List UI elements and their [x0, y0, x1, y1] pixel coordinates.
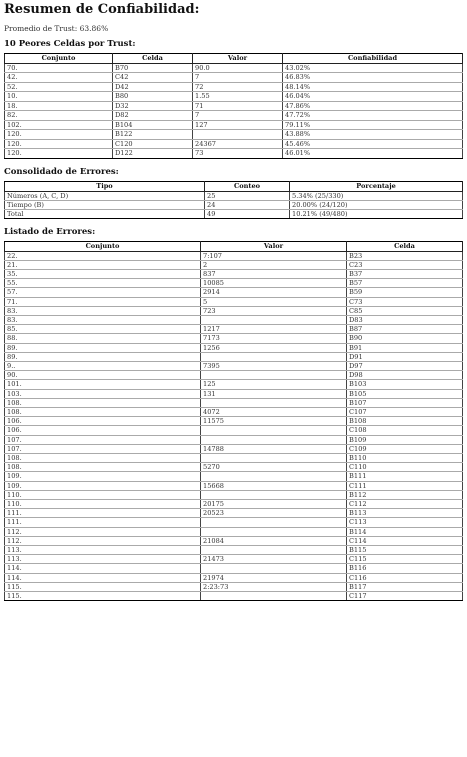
errors-listing-cell: 21. — [5, 260, 201, 269]
errors-listing-cell: B114 — [347, 527, 463, 536]
errors-listing-cell: B111 — [347, 472, 463, 481]
errors-listing-cell — [201, 315, 347, 324]
errors-listing-cell — [201, 435, 347, 444]
errors-listing-cell: 125 — [201, 380, 347, 389]
errors-listing-cell: 90. — [5, 371, 201, 380]
errors-listing-cell: B109 — [347, 435, 463, 444]
errors-listing-row — [5, 407, 463, 416]
errors-summary-heading: Consolidado de Errores: — [4, 166, 119, 177]
worst-cells-cell: 120. — [5, 130, 113, 140]
errors-listing-cell: 106. — [5, 426, 201, 435]
errors-listing-cell — [201, 527, 347, 536]
worst-cells-cell: D122 — [113, 149, 193, 159]
errors-listing-cell: 10085 — [201, 279, 347, 288]
errors-listing-row — [5, 343, 463, 352]
errors-listing-cell: B87 — [347, 325, 463, 334]
errors-summary-cell: 5.34% (25/330) — [290, 191, 463, 200]
worst-cells-column-header: Confiabilidad — [283, 54, 463, 64]
worst-cells-cell: B104 — [113, 120, 193, 130]
errors-summary-column-header: Conteo — [205, 181, 290, 191]
errors-listing-cell — [201, 490, 347, 499]
worst-cells-cell — [193, 130, 283, 140]
errors-listing-row — [5, 536, 463, 545]
errors-listing-row — [5, 334, 463, 343]
errors-listing-cell: 112. — [5, 527, 201, 536]
errors-summary-row — [5, 209, 463, 218]
worst-cells-row — [5, 111, 463, 121]
errors-listing-row — [5, 481, 463, 490]
errors-summary-cell: Total — [5, 209, 205, 218]
worst-cells-cell: 47.72% — [283, 111, 463, 121]
errors-summary-row — [5, 200, 463, 209]
errors-listing-cell: 89. — [5, 343, 201, 352]
errors-listing-cell: D98 — [347, 371, 463, 380]
errors-summary-cell: 25 — [205, 191, 290, 200]
errors-listing-cell: C113 — [347, 518, 463, 527]
errors-listing-cell — [201, 472, 347, 481]
errors-listing-cell: 110. — [5, 499, 201, 508]
worst-cells-cell: 72 — [193, 82, 283, 92]
errors-listing-cell: C109 — [347, 444, 463, 453]
worst-cells-row — [5, 73, 463, 83]
errors-listing-cell — [201, 352, 347, 361]
worst-cells-cell: D82 — [113, 111, 193, 121]
worst-cells-cell: 47.86% — [283, 101, 463, 111]
errors-listing-cell: B90 — [347, 334, 463, 343]
errors-listing-cell: 113. — [5, 546, 201, 555]
errors-listing-cell: 108. — [5, 407, 201, 416]
worst-cells-cell: 46.83% — [283, 73, 463, 83]
errors-listing-row — [5, 315, 463, 324]
errors-listing-cell: 14788 — [201, 444, 347, 453]
errors-listing-cell: 723 — [201, 306, 347, 315]
worst-cells-row — [5, 149, 463, 159]
errors-listing-cell: 111. — [5, 518, 201, 527]
worst-cells-cell: B122 — [113, 130, 193, 140]
errors-listing-cell: B110 — [347, 453, 463, 462]
errors-listing-cell: 109. — [5, 472, 201, 481]
errors-listing-row — [5, 371, 463, 380]
errors-listing-cell: B116 — [347, 564, 463, 573]
errors-listing-row — [5, 490, 463, 499]
errors-listing-cell: C85 — [347, 306, 463, 315]
worst-cells-cell: B70 — [113, 63, 193, 73]
errors-listing-cell: C115 — [347, 555, 463, 564]
errors-listing-row — [5, 288, 463, 297]
worst-cells-cell: 42. — [5, 73, 113, 83]
errors-listing-row — [5, 251, 463, 260]
errors-listing-row — [5, 573, 463, 582]
errors-summary-table — [4, 181, 463, 219]
errors-listing-cell — [201, 371, 347, 380]
worst-cells-column-header: Celda — [113, 54, 193, 64]
page-title: Resumen de Confiabilidad: — [4, 2, 200, 17]
errors-listing-cell: C110 — [347, 463, 463, 472]
errors-listing-cell: 7:107 — [201, 251, 347, 260]
worst-cells-row — [5, 120, 463, 130]
errors-listing-cell: 71. — [5, 297, 201, 306]
errors-listing-cell — [201, 453, 347, 462]
errors-summary-cell: 49 — [205, 209, 290, 218]
worst-cells-table — [4, 53, 463, 159]
errors-listing-cell: 109. — [5, 481, 201, 490]
errors-listing-cell: 101. — [5, 380, 201, 389]
worst-cells-row — [5, 139, 463, 149]
errors-listing-row — [5, 499, 463, 508]
worst-cells-cell: 24367 — [193, 139, 283, 149]
errors-listing-cell: B113 — [347, 509, 463, 518]
errors-listing-row — [5, 260, 463, 269]
errors-listing-row — [5, 380, 463, 389]
worst-cells-cell: 7 — [193, 73, 283, 83]
errors-listing-cell: 89. — [5, 352, 201, 361]
errors-listing-cell: C117 — [347, 592, 463, 601]
errors-listing-row — [5, 297, 463, 306]
errors-summary-cell: 10.21% (49/480) — [290, 209, 463, 218]
errors-listing-row — [5, 279, 463, 288]
errors-listing-cell — [201, 398, 347, 407]
worst-cells-cell: 79.11% — [283, 120, 463, 130]
errors-listing-cell: 108. — [5, 398, 201, 407]
worst-cells-cell: 1.55 — [193, 92, 283, 102]
errors-listing-cell: 9.. — [5, 361, 201, 370]
errors-listing-cell: C23 — [347, 260, 463, 269]
errors-listing-cell: 22. — [5, 251, 201, 260]
errors-listing-cell: 5270 — [201, 463, 347, 472]
errors-listing-section — [4, 227, 462, 602]
errors-listing-row — [5, 361, 463, 370]
errors-listing-cell: 35. — [5, 269, 201, 278]
errors-listing-cell: 7395 — [201, 361, 347, 370]
errors-listing-cell: C108 — [347, 426, 463, 435]
errors-listing-cell: 15668 — [201, 481, 347, 490]
worst-cells-cell: 46.04% — [283, 92, 463, 102]
worst-cells-cell: 82. — [5, 111, 113, 121]
worst-cells-cell: 70. — [5, 63, 113, 73]
errors-listing-cell: 11575 — [201, 417, 347, 426]
errors-listing-cell: 108. — [5, 453, 201, 462]
worst-cells-cell: 120. — [5, 139, 113, 149]
errors-listing-cell: 4072 — [201, 407, 347, 416]
worst-cells-cell: 120. — [5, 149, 113, 159]
worst-cells-cell: 71 — [193, 101, 283, 111]
errors-listing-cell: B103 — [347, 380, 463, 389]
errors-listing-cell: 108. — [5, 463, 201, 472]
errors-listing-row — [5, 582, 463, 591]
worst-cells-cell: C120 — [113, 139, 193, 149]
errors-listing-cell: 2914 — [201, 288, 347, 297]
worst-cells-row — [5, 101, 463, 111]
errors-listing-cell: B105 — [347, 389, 463, 398]
errors-listing-cell: B59 — [347, 288, 463, 297]
errors-listing-cell — [201, 564, 347, 573]
errors-listing-cell: B91 — [347, 343, 463, 352]
worst-cells-cell: 18. — [5, 101, 113, 111]
errors-listing-cell: 57. — [5, 288, 201, 297]
worst-cells-cell: 102. — [5, 120, 113, 130]
worst-cells-cell: 7 — [193, 111, 283, 121]
errors-listing-cell: 106. — [5, 417, 201, 426]
worst-cells-row — [5, 63, 463, 73]
errors-listing-cell: C112 — [347, 499, 463, 508]
errors-listing-row — [5, 472, 463, 481]
errors-summary-section — [4, 167, 462, 219]
errors-summary-cell: Tiempo (B) — [5, 200, 205, 209]
errors-listing-row — [5, 417, 463, 426]
errors-listing-cell: 115. — [5, 592, 201, 601]
errors-listing-cell: 1256 — [201, 343, 347, 352]
worst-cells-cell: C42 — [113, 73, 193, 83]
errors-listing-cell: B112 — [347, 490, 463, 499]
errors-listing-cell: 88. — [5, 334, 201, 343]
errors-listing-cell: 103. — [5, 389, 201, 398]
worst-cells-cell: B80 — [113, 92, 193, 102]
errors-listing-cell: 5 — [201, 297, 347, 306]
errors-listing-row — [5, 527, 463, 536]
errors-listing-cell: 837 — [201, 269, 347, 278]
errors-listing-cell: 115. — [5, 582, 201, 591]
errors-listing-cell: 20523 — [201, 509, 347, 518]
worst-cells-cell: 127 — [193, 120, 283, 130]
errors-listing-cell: C114 — [347, 536, 463, 545]
worst-cells-cell: 10. — [5, 92, 113, 102]
errors-listing-cell: 111. — [5, 509, 201, 518]
worst-cells-cell: 43.88% — [283, 130, 463, 140]
errors-listing-cell: 83. — [5, 306, 201, 315]
errors-listing-row — [5, 325, 463, 334]
errors-listing-cell: 83. — [5, 315, 201, 324]
errors-listing-row — [5, 269, 463, 278]
errors-listing-row — [5, 444, 463, 453]
errors-listing-cell: 55. — [5, 279, 201, 288]
errors-listing-cell: D97 — [347, 361, 463, 370]
errors-listing-cell: C73 — [347, 297, 463, 306]
errors-listing-cell — [201, 592, 347, 601]
errors-listing-cell: 110. — [5, 490, 201, 499]
errors-listing-cell: 114. — [5, 564, 201, 573]
worst-cells-row — [5, 82, 463, 92]
worst-cells-cell: 73 — [193, 149, 283, 159]
errors-listing-cell — [201, 546, 347, 555]
errors-listing-cell: B57 — [347, 279, 463, 288]
errors-listing-row — [5, 564, 463, 573]
errors-listing-cell: 7173 — [201, 334, 347, 343]
errors-listing-column-header: Conjunto — [5, 241, 201, 251]
worst-cells-column-header: Conjunto — [5, 54, 113, 64]
worst-cells-cell: 90.0 — [193, 63, 283, 73]
errors-listing-cell: 2 — [201, 260, 347, 269]
errors-listing-cell: 113. — [5, 555, 201, 564]
errors-listing-cell: 2:23:73 — [201, 582, 347, 591]
errors-listing-row — [5, 398, 463, 407]
errors-listing-cell: 21473 — [201, 555, 347, 564]
errors-summary-cell: 24 — [205, 200, 290, 209]
errors-summary-row — [5, 191, 463, 200]
worst-cells-cell: D42 — [113, 82, 193, 92]
errors-listing-cell: 131 — [201, 389, 347, 398]
errors-listing-row — [5, 509, 463, 518]
errors-summary-cell: Números (A, C, D) — [5, 191, 205, 200]
worst-cells-row — [5, 92, 463, 102]
errors-listing-cell: 107. — [5, 444, 201, 453]
worst-cells-column-header: Valor — [193, 54, 283, 64]
errors-listing-cell: 112. — [5, 536, 201, 545]
errors-listing-row — [5, 306, 463, 315]
errors-listing-cell — [201, 426, 347, 435]
errors-listing-cell: C107 — [347, 407, 463, 416]
worst-cells-cell: 45.46% — [283, 139, 463, 149]
errors-listing-row — [5, 426, 463, 435]
errors-listing-cell: B107 — [347, 398, 463, 407]
worst-cells-row — [5, 130, 463, 140]
worst-cells-cell: 52. — [5, 82, 113, 92]
worst-cells-section — [4, 39, 462, 159]
errors-listing-cell: 21974 — [201, 573, 347, 582]
worst-cells-cell: 43.02% — [283, 63, 463, 73]
worst-cells-cell: D32 — [113, 101, 193, 111]
errors-listing-cell: 1217 — [201, 325, 347, 334]
errors-listing-cell: C111 — [347, 481, 463, 490]
errors-listing-cell — [201, 518, 347, 527]
errors-listing-cell: D83 — [347, 315, 463, 324]
worst-cells-cell: 46.01% — [283, 149, 463, 159]
errors-listing-table — [4, 241, 463, 602]
errors-listing-cell: B37 — [347, 269, 463, 278]
errors-listing-row — [5, 463, 463, 472]
worst-cells-cell: 48.14% — [283, 82, 463, 92]
errors-listing-row — [5, 546, 463, 555]
errors-listing-row — [5, 389, 463, 398]
errors-listing-row — [5, 592, 463, 601]
errors-listing-cell: 114. — [5, 573, 201, 582]
errors-listing-cell: B117 — [347, 582, 463, 591]
errors-summary-cell: 20.00% (24/120) — [290, 200, 463, 209]
worst-cells-heading: 10 Peores Celdas por Trust: — [4, 39, 136, 49]
errors-listing-cell: D91 — [347, 352, 463, 361]
errors-listing-cell: B108 — [347, 417, 463, 426]
errors-listing-column-header: Valor — [201, 241, 347, 251]
errors-listing-cell: 107. — [5, 435, 201, 444]
errors-listing-cell: 20175 — [201, 499, 347, 508]
errors-listing-cell: B23 — [347, 251, 463, 260]
errors-listing-column-header: Celda — [347, 241, 463, 251]
errors-listing-cell: C116 — [347, 573, 463, 582]
errors-listing-cell: 85. — [5, 325, 201, 334]
errors-listing-cell: B115 — [347, 546, 463, 555]
errors-listing-heading: Listado de Errores: — [4, 226, 96, 237]
errors-listing-row — [5, 518, 463, 527]
errors-summary-column-header: Tipo — [5, 181, 205, 191]
errors-listing-row — [5, 453, 463, 462]
errors-summary-column-header: Porcentaje — [290, 181, 463, 191]
errors-listing-row — [5, 555, 463, 564]
errors-listing-row — [5, 435, 463, 444]
errors-listing-cell: 21084 — [201, 536, 347, 545]
trust-average: Promedio de Trust: 63.86% — [4, 24, 109, 33]
errors-listing-row — [5, 352, 463, 361]
